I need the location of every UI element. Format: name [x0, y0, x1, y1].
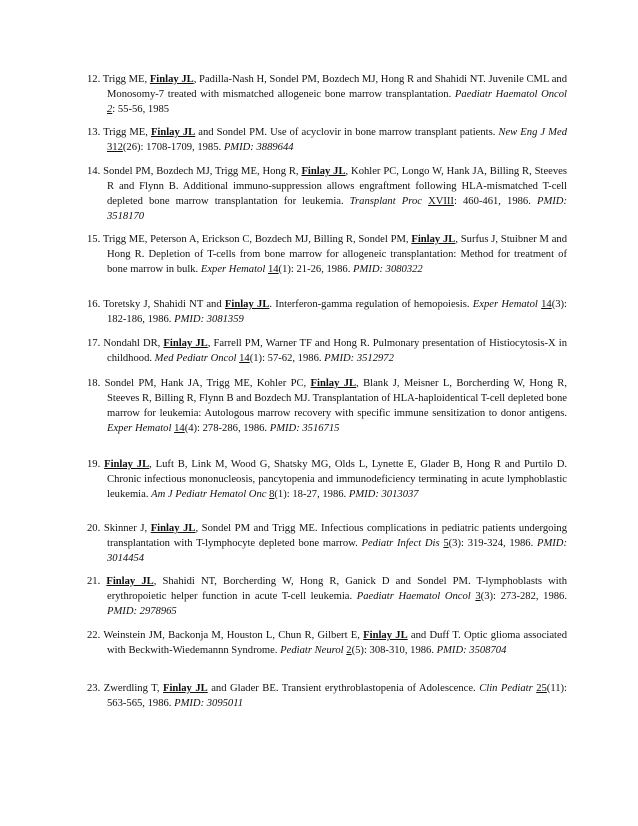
ref-number: 12.: [87, 74, 101, 85]
ref-number: 21.: [87, 576, 101, 587]
reference-19: [87, 457, 567, 502]
ref-title: and Duff T. Optic glioma associated with Beckwith-Wiedemannn Syndrome.: [107, 630, 567, 656]
ref-pmid: PMID: 3512972: [324, 353, 394, 364]
ref-volume: 2: [346, 645, 352, 656]
highlighted-author: Finlay JL: [163, 338, 208, 349]
ref-pmid: PMID: 3889644: [223, 142, 294, 153]
highlighted-author: Finlay JL: [104, 459, 150, 470]
highlighted-author: Finlay JL: [106, 576, 154, 587]
ref-pages: (11): 563-565, 1986.: [107, 683, 567, 709]
reference-15: [87, 232, 567, 277]
highlighted-author: Finlay JL: [411, 234, 456, 245]
ref-number: 16.: [87, 299, 101, 310]
highlighted-author: Finlay JL: [310, 378, 357, 389]
ref-pages: (1): 21-26, 1986.: [278, 264, 353, 275]
ref-title: , Blank J, Meisner L, Borcherding W, Hong R, Steeves R, Billing R, Flynn B and Bozdech MJ. Transplantation of HLA-haploidentical T-cell depleted bone marrow for leukemia: Autologous marrow recovery with specific immune sensitization to donor antigens.: [107, 378, 568, 419]
ref-volume: 25: [536, 683, 547, 694]
highlighted-author: Finlay JL: [363, 630, 408, 641]
ref-journal: New Eng J Med: [498, 127, 567, 138]
ref-authors: Skinner J,: [103, 523, 151, 534]
reference-20: [87, 521, 567, 566]
ref-pages: (4): 278-286, 1986.: [184, 423, 270, 434]
ref-volume: 14: [174, 423, 185, 434]
ref-volume: 2: [107, 104, 113, 115]
ref-pages: : 55-56, 1985: [112, 104, 170, 115]
ref-volume: 3: [475, 591, 481, 602]
ref-pages: (1): 57-62, 1986.: [249, 353, 325, 364]
reference-12: [87, 72, 567, 117]
ref-authors: Trigg ME,: [102, 74, 150, 85]
ref-journal: Pediatr Neurol: [280, 645, 344, 656]
ref-journal: Exper Hematol: [107, 423, 172, 434]
ref-journal: Paediatr Haematol Oncol: [356, 591, 471, 602]
ref-title: , Surfus J, Stuibner M and Hong R. Depletion of T-cells from bone marrow for allogeneic transplantation: Method for treatment of bone marrow in bulk.: [107, 234, 567, 275]
ref-title: , Padilla-Nash H, Sondel PM, Bozdech MJ, Hong R and Shahidi NT. Juvenile CML and Monosomy-7 treated with mismatched allogeneic bone marrow transplantation.: [107, 74, 568, 100]
ref-volume: 312: [107, 142, 123, 153]
ref-pmid: PMID: 3518170: [107, 196, 567, 222]
ref-pages: : 460-461, 1986.: [453, 196, 537, 207]
ref-number: 17.: [87, 338, 101, 349]
ref-pages: (26): 1708-1709, 1985.: [122, 142, 224, 153]
ref-volume: 14: [239, 353, 250, 364]
ref-journal: Am J Pediatr Hematol Onc: [151, 489, 267, 500]
highlighted-author: Finlay JL: [150, 523, 196, 534]
ref-title: . Interferon-gamma regulation of hemopoiesis.: [269, 299, 473, 310]
ref-volume: 8: [269, 489, 275, 500]
reference-16: [87, 297, 567, 327]
highlighted-author: Finlay JL: [163, 683, 208, 694]
ref-pages: (1): 18-27, 1986.: [274, 489, 349, 500]
ref-number: 15.: [87, 234, 101, 245]
ref-title: , Kohler PC, Longo W, Hank JA, Billing R, Steeves R and Flynn B. Additional immuno-suppression allows engraftment following HLA-mismatched T-cell depleted bone marrow transplantation for leukemia.: [107, 166, 567, 207]
reference-17: [87, 336, 567, 366]
highlighted-author: Finlay JL: [150, 127, 196, 138]
ref-volume: XVIII: [428, 196, 454, 207]
ref-authors: Trigg ME, Peterson A, Erickson C, Bozdech MJ, Billing R, Sondel PM,: [102, 234, 412, 245]
ref-pmid: PMID: 3095011: [174, 698, 244, 709]
reference-18: [87, 376, 567, 436]
ref-journal: Exper Hematol: [200, 264, 266, 275]
ref-pmid: PMID: 3508704: [436, 645, 507, 656]
ref-pmid: PMID: 3014454: [107, 538, 567, 564]
ref-pmid: PMID: 2978965: [107, 606, 177, 617]
ref-number: 20.: [87, 523, 101, 534]
ref-authors: Sondel PM, Hank JA, Trigg ME, Kohler PC,: [104, 378, 311, 389]
reference-13: [87, 125, 567, 155]
ref-title: , Luft B, Link M, Wood G, Shatsky MG, Olds L, Lynette E, Glader B, Hong R and Purtilo D. Chronic infectious mononucleosis, pancytopenia and immunodeficiency terminating in acute lymphoblastic leukemia.: [107, 459, 567, 500]
reference-14: [87, 164, 567, 224]
ref-title: , Shahidi NT, Borcherding W, Hong R, Ganick D and Sondel PM. T-lymphoblasts with erythropoietic helper function in acute T-cell leukemia.: [107, 576, 567, 602]
reference-23: [87, 681, 567, 711]
ref-authors: Nondahl DR,: [103, 338, 164, 349]
ref-journal: Clin Pediatr: [479, 683, 533, 694]
ref-journal: Transplant Proc: [349, 196, 422, 207]
reference-22: [87, 628, 567, 658]
highlighted-author: Finlay JL: [149, 74, 194, 85]
ref-title: , Sondel PM and Trigg ME. Infectious complications in pediatric patients undergoing transplantation with T-lymphocyte depleted bone marrow.: [107, 523, 567, 549]
ref-pages: (3): 319-324, 1986.: [448, 538, 537, 549]
ref-number: 14.: [87, 166, 101, 177]
ref-pmid: PMID: 3080322: [353, 264, 423, 275]
ref-number: 13.: [87, 127, 101, 138]
highlighted-author: Finlay JL: [301, 166, 346, 177]
ref-number: 18.: [87, 378, 101, 389]
ref-journal: Exper Hematol: [472, 299, 538, 310]
ref-journal: Paediatr Haematol Oncol: [454, 89, 567, 100]
ref-pmid: PMID: 3516715: [269, 423, 340, 434]
ref-authors: Weinstein JM, Backonja M, Houston L, Chun R, Gilbert E,: [103, 630, 364, 641]
ref-journal: Pediatr Infect Dis: [361, 538, 440, 549]
ref-title: and Glader BE. Transient erythroblastopenia of Adolescence.: [207, 683, 480, 694]
ref-pages: (5): 308-310, 1986.: [351, 645, 437, 656]
ref-authors: Trigg ME,: [103, 127, 151, 138]
ref-number: 23.: [87, 683, 101, 694]
ref-pmid: PMID: 3013037: [348, 489, 419, 500]
ref-authors: Toretsky J, Shahidi NT and: [103, 299, 225, 310]
ref-number: 19.: [87, 459, 101, 470]
ref-pages: (3): 182-186, 1986.: [107, 299, 567, 325]
ref-title: and Sondel PM. Use of acyclovir in bone marrow transplant patients.: [195, 127, 499, 138]
ref-authors: Zwerdling T,: [103, 683, 163, 694]
ref-volume: 14: [541, 299, 552, 310]
highlighted-author: Finlay JL: [224, 299, 270, 310]
ref-number: 22.: [87, 630, 101, 641]
ref-authors: Sondel PM, Bozdech MJ, Trigg ME, Hong R,: [103, 166, 302, 177]
ref-pages: (3): 273-282, 1986.: [480, 591, 568, 602]
ref-journal: Med Pediatr Oncol: [154, 353, 237, 364]
ref-title: , Farrell PM, Warner TF and Hong R. Pulmonary presentation of Histiocytosis-X in childhood.: [107, 338, 567, 364]
ref-volume: 5: [443, 538, 449, 549]
ref-volume: 14: [267, 264, 279, 275]
ref-pmid: PMID: 3081359: [174, 314, 244, 325]
reference-21: [87, 574, 567, 619]
